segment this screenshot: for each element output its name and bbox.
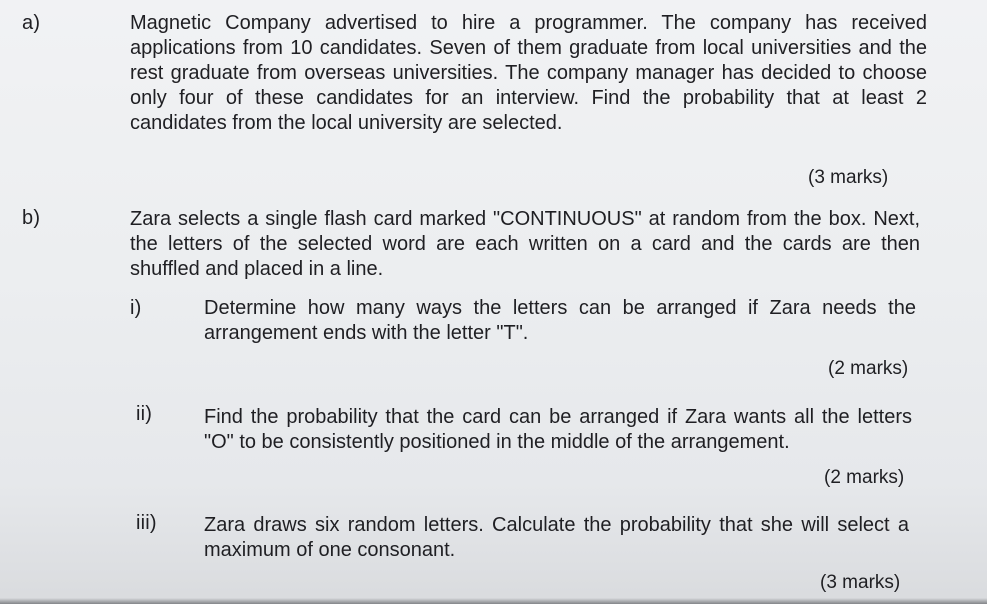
question-b-iii-text: Zara draws six random letters. Calculate the probability that she will select a maximum of one consonant. — [204, 514, 909, 561]
question-b-ii-marks: (2 marks) — [824, 467, 905, 488]
question-b-ii-text: Find the probability that the card can be arranged if Zara wants all the letters "O" to be consistently positioned in the middle of the arrangement. — [204, 406, 912, 453]
page-bottom-shadow — [0, 598, 987, 604]
question-b-label: b) — [22, 207, 41, 229]
question-b-iii-label: iii) — [136, 512, 157, 534]
question-b-i-text: Determine how many ways the letters can be arranged if Zara needs the arrangement ends with the letter "T". — [204, 297, 916, 344]
question-b-text: Zara selects a single flash card marked "CONTINUOUS" at random from the box. Next, the letters of the selected word are each written on a card and the cards are then shuffled and placed in a line. — [130, 208, 920, 280]
question-a-text: Magnetic Company advertised to hire a programmer. The company has received applications from 10 candidates. Seven of them graduate from local universities and the rest graduate from overseas universities. The company manager has decided to choose only four of these candidates for an interview. Find the probability that at least 2 candidates from the local university are selected. — [130, 12, 927, 134]
question-b-ii-label: ii) — [136, 403, 153, 425]
question-b-iii-marks: (3 marks) — [820, 572, 901, 593]
question-a-marks: (3 marks) — [808, 167, 889, 188]
question-a-label: a) — [22, 12, 41, 34]
question-b-i-label: i) — [130, 297, 142, 319]
question-b-i-marks: (2 marks) — [828, 358, 909, 379]
